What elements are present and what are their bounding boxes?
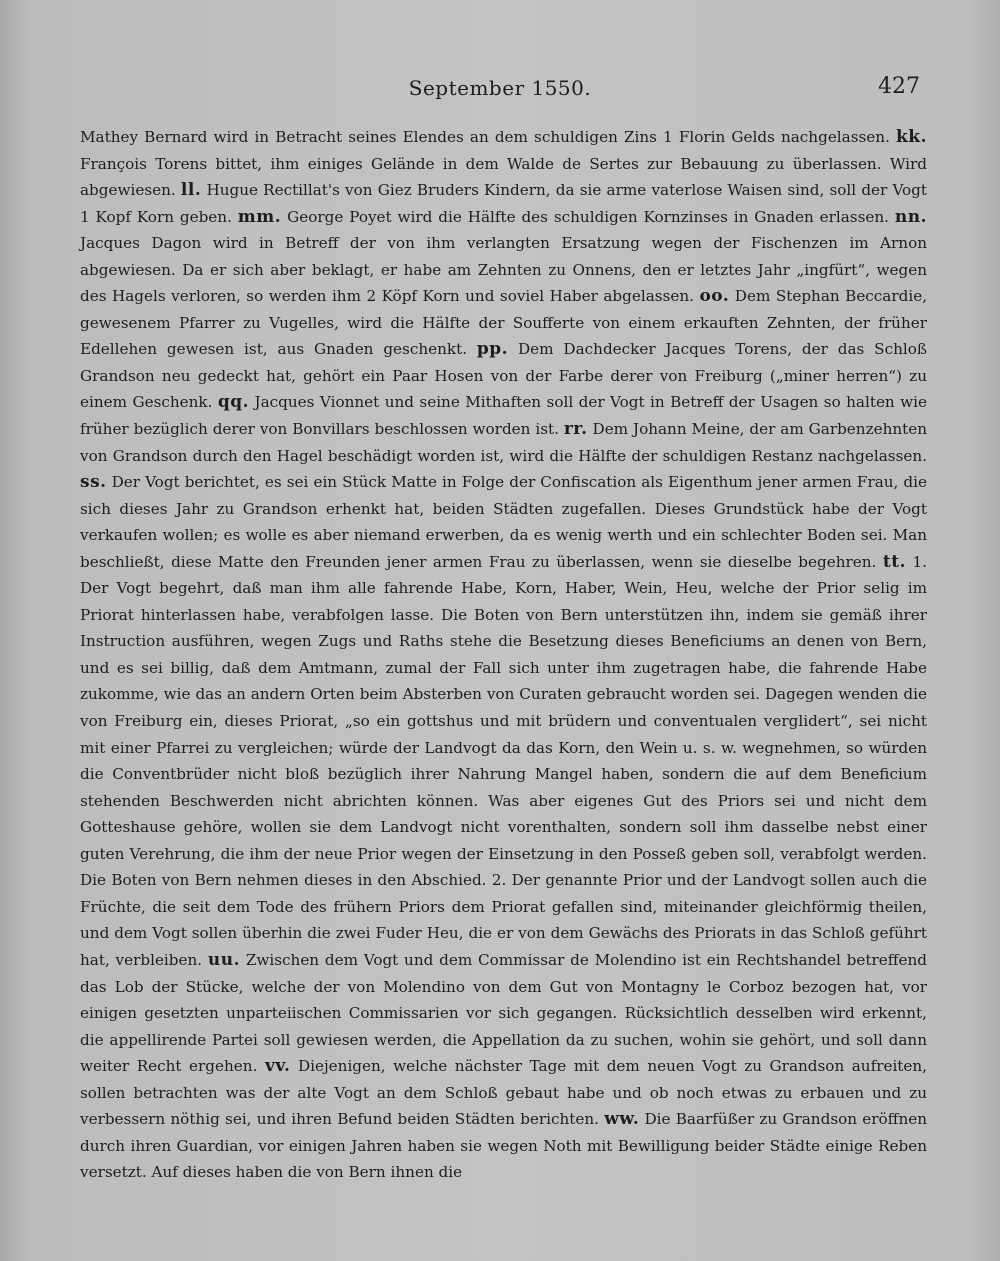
entry-text: Mathey Bernard wird in Betracht seines Elendes an dem schuldigen Zins 1 Florin Gelds nachgelassen. — [80, 128, 890, 146]
entry-text: Dem Johann Meine, der am Garbenzehnten von Grandson durch den Hagel beschädigt worden ist, wird die Hälfte der schuldigen Restanz nachgelassen. — [80, 420, 928, 465]
entry-marker: ss. — [80, 472, 107, 493]
entry-text: Dem Dachdecker Jacques Torens, der das Schloß Grandson neu gedeckt hat, gehört ein Paar Hosen von der Farbe derer von Freiburg („miner herren“) zu einem Geschenk. — [80, 340, 928, 412]
entry-text: 1. Der Vogt begehrt, daß man ihm alle fahrende Habe, Korn, Haber, Wein, Heu, welche der Prior selig im Priorat hinterlassen habe, verabfolgen lasse. Die Boten von Bern unterstützen ihn, indem sie gemäß ihrer Instruction ausführen, wegen Zugs und Raths stehe die Besetzung dieses Beneficiums an denen von Bern, und es sei billig, daß dem Amtmann, zumal der Fall sich unter ihm zugetragen habe, die fahrende Habe zukomme, wie das an andern Orten beim Absterben von Curaten gebraucht worden sei. Dagegen wenden die von Freiburg ein, dieses Priorat, „so ein gottshus und mit brüdern und conventualen verglidert“, sei nicht mit einer Pfarrei zu vergleichen; würde der Landvogt da das Korn, den Wein u. s. w. wegnehmen, so würden die Conventbrüder nicht bloß bezüglich ihrer Nahrung Mangel haben, sondern die auf dem Beneficium stehenden Beschwerden nicht abrichten können. Was aber eigenes Gut des Priors sei und nicht dem Gotteshause gehöre, wollen sie dem Landvogt nicht vorenthalten, sondern soll ihm dasselbe nebst einer guten Verehrung, die ihm der neue Prior wegen der Einsetzung in den Posseß geben soll, verabfolgt werden. Die Boten von Bern nehmen dieses in den Abschied. 2. Der genannte Prior und der Landvogt sollen auch die Früchte, die seit dem Tode des frühern Priors dem Priorat gefallen sind, miteinander gleichförmig theilen, und dem Vogt sollen überhin die zwei Fuder Heu, die er von dem Gewächs des Priorats in das Schloß geführt hat, verbleiben. — [80, 552, 928, 969]
entry-text: Hugue Rectillat's von Giez Bruders Kindern, da sie arme vaterlose Waisen sind, soll der Vogt 1 Kopf Korn geben. — [80, 181, 928, 226]
body-text — [80, 124, 927, 1186]
entry-text: George Poyet wird die Hälfte des schuldigen Kornzinses in Gnaden erlassen. — [287, 207, 889, 226]
entry-text: Dem Stephan Beccardie, gewesenem Pfarrer zu Vugelles, wird die Hälfte der Soufferte von einem erkauften Zehnten, der früher Edellehen gewesen ist, aus Gnaden geschenkt. — [80, 287, 928, 359]
entry-marker: pp. — [476, 339, 509, 360]
entry-text: Jacques Vionnet und seine Mithaften soll der Vogt in Betreff der Usagen so halten wie früher bezüglich derer von Bonvillars beschlossen worden ist. — [80, 393, 927, 439]
entry-marker: ll. — [180, 180, 202, 201]
entry-text: Jacques Dagon wird in Betreff der von ihm verlangten Ersatzung wegen der Fischenzen im Arnon abgewiesen. Da er sich aber beklagt, er habe am Zehnten zu Onnens, den er letztes Jahr „ingfürt“, wegen des Hagels verloren, so werden ihm 2 Köpf Korn und soviel Haber abgelassen. — [80, 234, 927, 306]
entry-marker: kk. — [896, 127, 927, 147]
entry-marker: rr. — [563, 419, 588, 440]
entry-marker: mm. — [237, 206, 282, 227]
entry-marker: vv. — [264, 1056, 291, 1077]
entry-text: Zwischen dem Vogt und dem Commissar de Molendino ist ein Rechtshandel betreffend das Lob der Stücke, welche der von Molendino von dem Gut von Montagny le Corboz bezogen hat, vor einigen gesetzten unparteiischen Commissarien vor sich gegangen. Rücksichtlich desselben wird erkennt, die appellirende Partei soll gewiesen werden, die Appellation da zu suchen, wohin sie gehört, und soll dann weiter Recht ergehen. — [80, 950, 928, 1076]
entry-text: Die Baarfüßer zu Grandson eröffnen durch ihren Guardian, vor einigen Jahren haben sie wegen Noth mit Bewilligung beider Städte einige Reben versetzt. Auf dieses haben die von Bern ihnen die — [80, 1110, 928, 1182]
entry-marker: tt. — [882, 551, 906, 572]
running-head: September 1550. — [408, 76, 592, 100]
entry-text: Der Vogt berichtet, es sei ein Stück Matte in Folge der Confiscation als Eigenthum jener armen Frau, die sich dieses Jahr zu Grandson erhenkt hat, beiden Städten zugefallen. Dieses Grundstück habe der Vogt verkaufen wollen; es wolle es aber niemand erwerben, da es wenig werth und ein schlechter Boden sei. Man beschließt, diese Matte den Freunden jener armen Frau zu überlassen, wenn sie dieselbe begehren. — [80, 473, 927, 571]
entry-marker: nn. — [894, 206, 928, 227]
entry-marker: uu. — [207, 949, 241, 970]
entry-text: Diejenigen, welche nächster Tage mit dem neuen Vogt zu Grandson aufreiten, sollen betrachten was der alte Vogt an dem Schloß gebaut habe und ob noch etwas zu erbauen und zu verbessern nöthig sei, und ihren Befund beiden Städten berichten. — [80, 1057, 928, 1129]
entry-marker: oo. — [699, 286, 730, 307]
page-number: 427 — [878, 74, 920, 99]
entry-marker: qq. — [217, 392, 250, 413]
entry-text: François Torens bittet, ihm einiges Gelände in dem Walde de Sertes zur Bebauung zu überlassen. Wird abgewiesen. — [80, 154, 927, 200]
entry-marker: ww. — [604, 1109, 640, 1130]
